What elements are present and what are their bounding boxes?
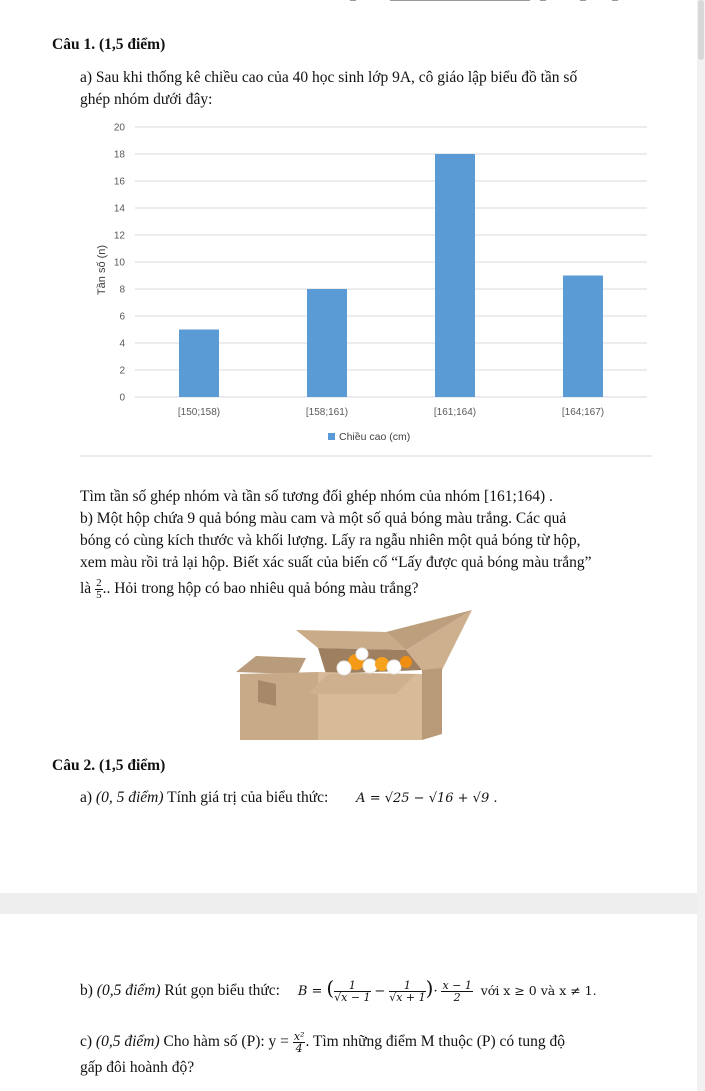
y-tick-label: 18 [113,149,125,161]
previous-page-underline [350,0,650,4]
q2-c-line1: c) (0,5 điểm) Cho hàm số (P): y = $\frac{\text{x²}}{4}$ . Tìm những điểm M thuộc (P) có tung độ [80,1030,565,1055]
q1-b-line4 [80,578,419,601]
b-fraction-1: $\frac{1}{√x - 1}$ [334,978,371,1004]
q2-a: a) (0, 5 điểm) Tính giá trị của biểu thức: A = √25 − √16 + √9 . [80,789,498,806]
q1-b-line4-pre: là [80,580,92,598]
bar [563,276,603,398]
box-of-balls-illustration [236,610,472,742]
y-tick-label: 8 [119,284,125,296]
scrollbar-thumb[interactable] [698,0,704,60]
vertical-scrollbar[interactable] [697,0,705,1091]
y-tick-label: 10 [113,257,125,269]
y-tick-label: 20 [113,122,125,134]
y-tick-label: 12 [113,230,125,242]
bar [307,289,347,397]
chart-y-tick-labels [114,123,126,404]
chart-legend-swatch [328,433,335,440]
bar [179,330,219,398]
y-tick-label: 6 [119,311,125,323]
y-tick-label: 14 [113,203,125,215]
q1-b-line2: bóng có cùng kích thước và khối lượng. Lấy ra ngẫu nhiên một quả bóng từ hộp, [80,532,581,549]
y-tick-label: 16 [113,176,125,188]
chart-legend-label: Chiều cao (cm) [339,431,411,443]
chart-x-tick-labels [178,407,604,418]
c-fraction: $\frac{\text{x²}}{4}$ [293,1030,305,1055]
y-tick-label: 0 [119,392,125,404]
q2-c-line2: gấp đôi hoành độ? [80,1059,195,1076]
chart-bars [179,154,603,397]
probability-fraction: $\frac{2}{5}$ [96,577,102,601]
q2-heading: Câu 2. (1,5 điểm) [52,757,166,774]
x-tick-label: [164;167) [561,407,605,418]
q1-heading: Câu 1. (1,5 điểm) [52,36,166,53]
chart-y-axis-label: Tần số (n) [96,244,108,296]
bar [435,154,475,397]
q1-a-intro-line2: ghép nhóm dưới đây: [80,91,213,108]
q2-a-expression: A = √25 − √16 + √9 . [356,791,498,806]
q1-b-line4-post: .. Hỏi trong hộp có bao nhiêu quả bóng màu trắng? [102,580,419,598]
q1-b-line3: xem màu rồi trả lại hộp. Biết xác suất của biến cố “Lấy được quả bóng màu trắng” [80,554,592,571]
b-fraction-3: $\frac{x - 1}{2}$ [442,978,472,1004]
x-tick-label: [158;161) [305,407,349,418]
page-gap [0,893,697,914]
x-tick-label: [161;164) [433,407,477,418]
q2-b: b) (0,5 điểm) Rút gọn biểu thức: B = ( $\frac{1}{√x - 1}$ − $\frac{1}{√x + 1}$ )· $\frac{x - 1}{2}$ với x ≥ 0 và x ≠ 1. [80,976,597,1004]
frequency-bar-chart [80,113,652,457]
q1-a-question: Tìm tần số ghép nhóm và tần số tương đối ghép nhóm của nhóm [161;164) . [80,488,553,505]
q1-b-line1: b) Một hộp chứa 9 quả bóng màu cam và một số quả bóng màu trắng. Các quả [80,510,567,527]
q1-a-intro-line1: a) Sau khi thống kê chiều cao của 40 học sinh lớp 9A, cô giáo lập biểu đồ tần số [80,69,578,86]
x-tick-label: [150;158) [177,407,221,418]
y-tick-label: 2 [119,365,125,377]
b-fraction-2: $\frac{1}{√x + 1}$ [389,978,426,1004]
y-tick-label: 4 [119,338,125,350]
b-condition: với x ≥ 0 và x ≠ 1. [480,983,597,998]
